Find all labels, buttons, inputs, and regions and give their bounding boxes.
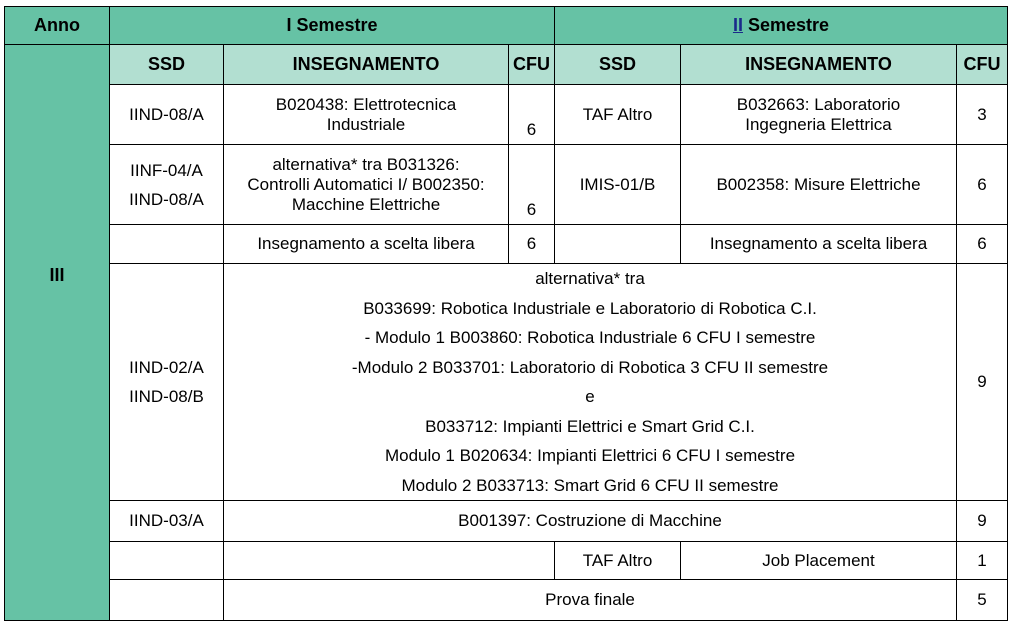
ssd-cell — [110, 225, 224, 264]
text-line: alternativa* tra B031326: — [272, 154, 460, 174]
insegnamento-cell: B001397: Costruzione di Macchine — [224, 501, 957, 542]
table-row — [5, 225, 1008, 264]
subheader-ssd-1: SSD — [110, 45, 224, 85]
header-semester-2 — [555, 7, 1008, 45]
text-line: B033712: Impianti Elettrici e Smart Grid C.I. — [425, 416, 755, 436]
semester-2-label: Semestre — [742, 15, 830, 35]
text-line: Macchine Elettriche — [291, 194, 441, 214]
subheader-cfu-2: CFU — [957, 45, 1008, 85]
text-line: e — [585, 387, 595, 406]
cfu-cell: 3 — [957, 85, 1008, 145]
cfu-cell: 1 — [957, 542, 1008, 580]
text-line: - Modulo 1 B003860: Robotica Industriale 6 CFU I semestre — [364, 328, 816, 347]
table-row — [5, 501, 1008, 542]
text-line: B020438: Elettrotecnica — [275, 94, 457, 114]
text-line: IINF-04/A — [130, 160, 203, 180]
ssd-cell: IIND-03/A — [110, 501, 224, 542]
ssd-cell — [555, 225, 681, 264]
cfu-cell: 6 — [509, 225, 555, 264]
insegnamento-cell — [224, 85, 509, 145]
table-row — [5, 264, 1008, 501]
ssd-cell — [110, 264, 224, 501]
subheader-cfu-1: CFU — [509, 45, 555, 85]
alternativa-cell — [224, 264, 957, 501]
text-line: Industriale — [326, 114, 406, 134]
cfu-cell: 5 — [957, 580, 1008, 621]
ssd-cell: IMIS-01/B — [555, 145, 681, 225]
cfu-cell: 9 — [957, 501, 1008, 542]
table-row — [5, 580, 1008, 621]
cfu-cell: 6 — [509, 145, 555, 225]
subheader-row — [5, 45, 1008, 85]
ssd-cell — [110, 145, 224, 225]
insegnamento-cell: B002358: Misure Elettriche — [681, 145, 957, 225]
semester-2-roman: II — [732, 15, 743, 35]
text-line: alternativa* tra — [535, 269, 645, 288]
insegnamento-cell — [681, 85, 957, 145]
text-line: B032663: Laboratorio — [736, 94, 901, 114]
subheader-ssd-2: SSD — [555, 45, 681, 85]
header-row — [5, 7, 1008, 45]
text-line: IIND-08/B — [129, 387, 204, 406]
subheader-insegnamento-1: INSEGNAMENTO — [224, 45, 509, 85]
text-line: -Modulo 2 B033701: Laboratorio di Robotica 3 CFU II semestre — [351, 357, 829, 377]
subheader-insegnamento-2: INSEGNAMENTO — [681, 45, 957, 85]
text-line: Ingegneria Elettrica — [745, 114, 892, 134]
insegnamento-cell: Prova finale — [224, 580, 957, 621]
study-plan-table — [4, 6, 1008, 621]
ssd-cell — [110, 542, 224, 580]
text-line: Modulo 1 B020634: Impianti Elettrici 6 CFU I semestre — [384, 446, 796, 465]
table-row — [5, 85, 1008, 145]
insegnamento-cell — [224, 542, 555, 580]
ssd-cell: TAF Altro — [555, 85, 681, 145]
insegnamento-cell: Job Placement — [681, 542, 957, 580]
table-row — [5, 145, 1008, 225]
table-row — [5, 542, 1008, 580]
cfu-cell: 6 — [957, 225, 1008, 264]
header-semester-1: I Semestre — [110, 7, 555, 45]
ssd-cell — [110, 580, 224, 621]
text-line: Modulo 2 B033713: Smart Grid 6 CFU II semestre — [401, 475, 779, 495]
header-anno: Anno — [5, 7, 110, 45]
ssd-cell: IIND-08/A — [110, 85, 224, 145]
insegnamento-cell: Insegnamento a scelta libera — [224, 225, 509, 264]
cfu-cell: 6 — [957, 145, 1008, 225]
text-line: Controlli Automatici I/ B002350: — [247, 174, 485, 194]
insegnamento-cell — [224, 145, 509, 225]
text-line: IIND-08/A — [129, 189, 204, 209]
insegnamento-cell: Insegnamento a scelta libera — [681, 225, 957, 264]
cfu-cell: 9 — [957, 264, 1008, 501]
anno-value: III — [5, 45, 110, 621]
cfu-cell: 6 — [509, 85, 555, 145]
text-line: IIND-02/A — [129, 357, 204, 377]
text-line: B033699: Robotica Industriale e Laboratorio di Robotica C.I. — [363, 298, 817, 318]
ssd-cell: TAF Altro — [555, 542, 681, 580]
